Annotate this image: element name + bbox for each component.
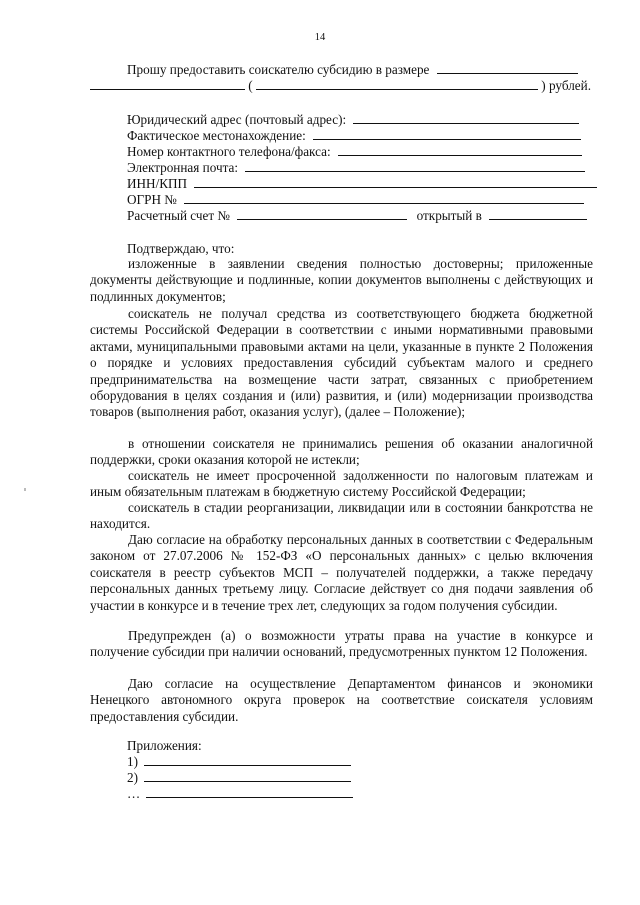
attachment-row-3 — [127, 786, 353, 802]
inn-kpp-label: ИНН/КПП — [127, 176, 188, 191]
request-line — [127, 62, 578, 78]
account-row — [127, 208, 587, 224]
account-blank — [237, 208, 407, 220]
amount-blank — [437, 62, 578, 74]
phone-blank — [338, 144, 582, 156]
attachment-blank-2 — [144, 770, 351, 782]
phone-label: Номер контактного телефона/факса: — [127, 144, 331, 159]
confirm-paragraph-4: соискатель не имеет просроченной задолженности по налоговым платежам и иным обязательным платежам в бюджетную систему Российской Федерации; — [90, 468, 593, 500]
rubles-text: ) рублей. — [541, 78, 591, 93]
email-row — [127, 160, 585, 176]
request-text: Прошу предоставить соискателю субсидию в размере — [127, 62, 430, 77]
attachment-row-1 — [127, 754, 351, 770]
email-blank — [245, 160, 585, 172]
consent-inspection: Даю согласие на осуществление Департаментом финансов и экономики Ненецкого автономного округа проверок на соответствие соискателя условиям предоставления субсидии. — [90, 676, 593, 724]
scan-mark — [24, 488, 26, 491]
ogrn-blank — [184, 192, 584, 204]
confirm-paragraph-1: изложенные в заявлении сведения полностью достоверны; приложенные документы действующие и подлинные, копии документов выполнены с действующих и подлинных документов; — [90, 256, 593, 304]
attachments-heading: Приложения: — [127, 738, 202, 753]
open-paren: ( — [248, 78, 253, 93]
legal-address-blank — [353, 112, 579, 124]
opened-in-label: открытый в — [416, 208, 482, 223]
email-label: Электронная почта: — [127, 160, 239, 175]
request-words-line — [90, 78, 591, 94]
confirm-paragraph-2: соискатель не получал средства из соответствующего бюджета бюджетной системы Российской Федерации в соответствии с иными нормативными правовыми актами, муниципальными правовыми актами на цели, указанные в пункте 2 Положения о порядке и условиях предоставления субсидий субъектам малого и среднего предпринимательства на возмещение части затрат, связанных с приобретением оборудования в целях создания и (или) развития, и (или) модернизации производства товаров (выполнения работ, оказания услуг), (далее – Положение); — [90, 306, 593, 420]
inn-kpp-row — [127, 176, 597, 192]
account-label: Расчетный счет № — [127, 208, 231, 223]
ogrn-row — [127, 192, 584, 208]
actual-location-label: Фактическое местонахождение: — [127, 128, 306, 143]
consent-personal-data: Даю согласие на обработку персональных данных в соответствии с Федеральным законом от 27.07.2006 № 152-ФЗ «О персональных данных» с целью включения соискателя в реестр субъектов МСП – получателей поддержки, а также передачу персональных данных третьему лицу. Согласие действует со дня подачи заявления об участии в конкурсе и в течение трех лет, следующих за годом получения субсидии. — [90, 532, 593, 613]
ogrn-label: ОГРН № — [127, 192, 177, 207]
confirm-paragraph-5: соискатель в стадии реорганизации, ликвидации или в состоянии банкротства не находится. — [90, 500, 593, 532]
legal-address-row — [127, 112, 579, 128]
attachment-row-2 — [127, 770, 351, 786]
phone-row — [127, 144, 582, 160]
confirm-heading: Подтверждаю, что: — [127, 241, 235, 256]
attachment-number-2: 2) — [127, 770, 138, 785]
bank-blank — [489, 208, 587, 220]
warning-paragraph: Предупрежден (а) о возможности утраты права на участие в конкурсе и получение субсидии при наличии оснований, предусмотренных пунктом 12 Положения. — [90, 628, 593, 660]
legal-address-label: Юридический адрес (почтовый адрес): — [127, 112, 347, 127]
amount-number-blank — [90, 78, 245, 90]
page-number: 14 — [314, 32, 326, 43]
amount-words-blank — [256, 78, 538, 90]
confirm-paragraph-3: в отношении соискателя не принимались решения об оказании аналогичной поддержки, сроки оказания которой не истекли; — [90, 436, 593, 468]
actual-location-blank — [313, 128, 581, 140]
attachment-ellipsis: … — [127, 786, 141, 801]
attachment-blank-1 — [144, 754, 351, 766]
attachment-number-1: 1) — [127, 754, 138, 769]
inn-kpp-blank — [194, 176, 597, 188]
attachment-blank-3 — [146, 786, 353, 798]
actual-location-row — [127, 128, 581, 144]
